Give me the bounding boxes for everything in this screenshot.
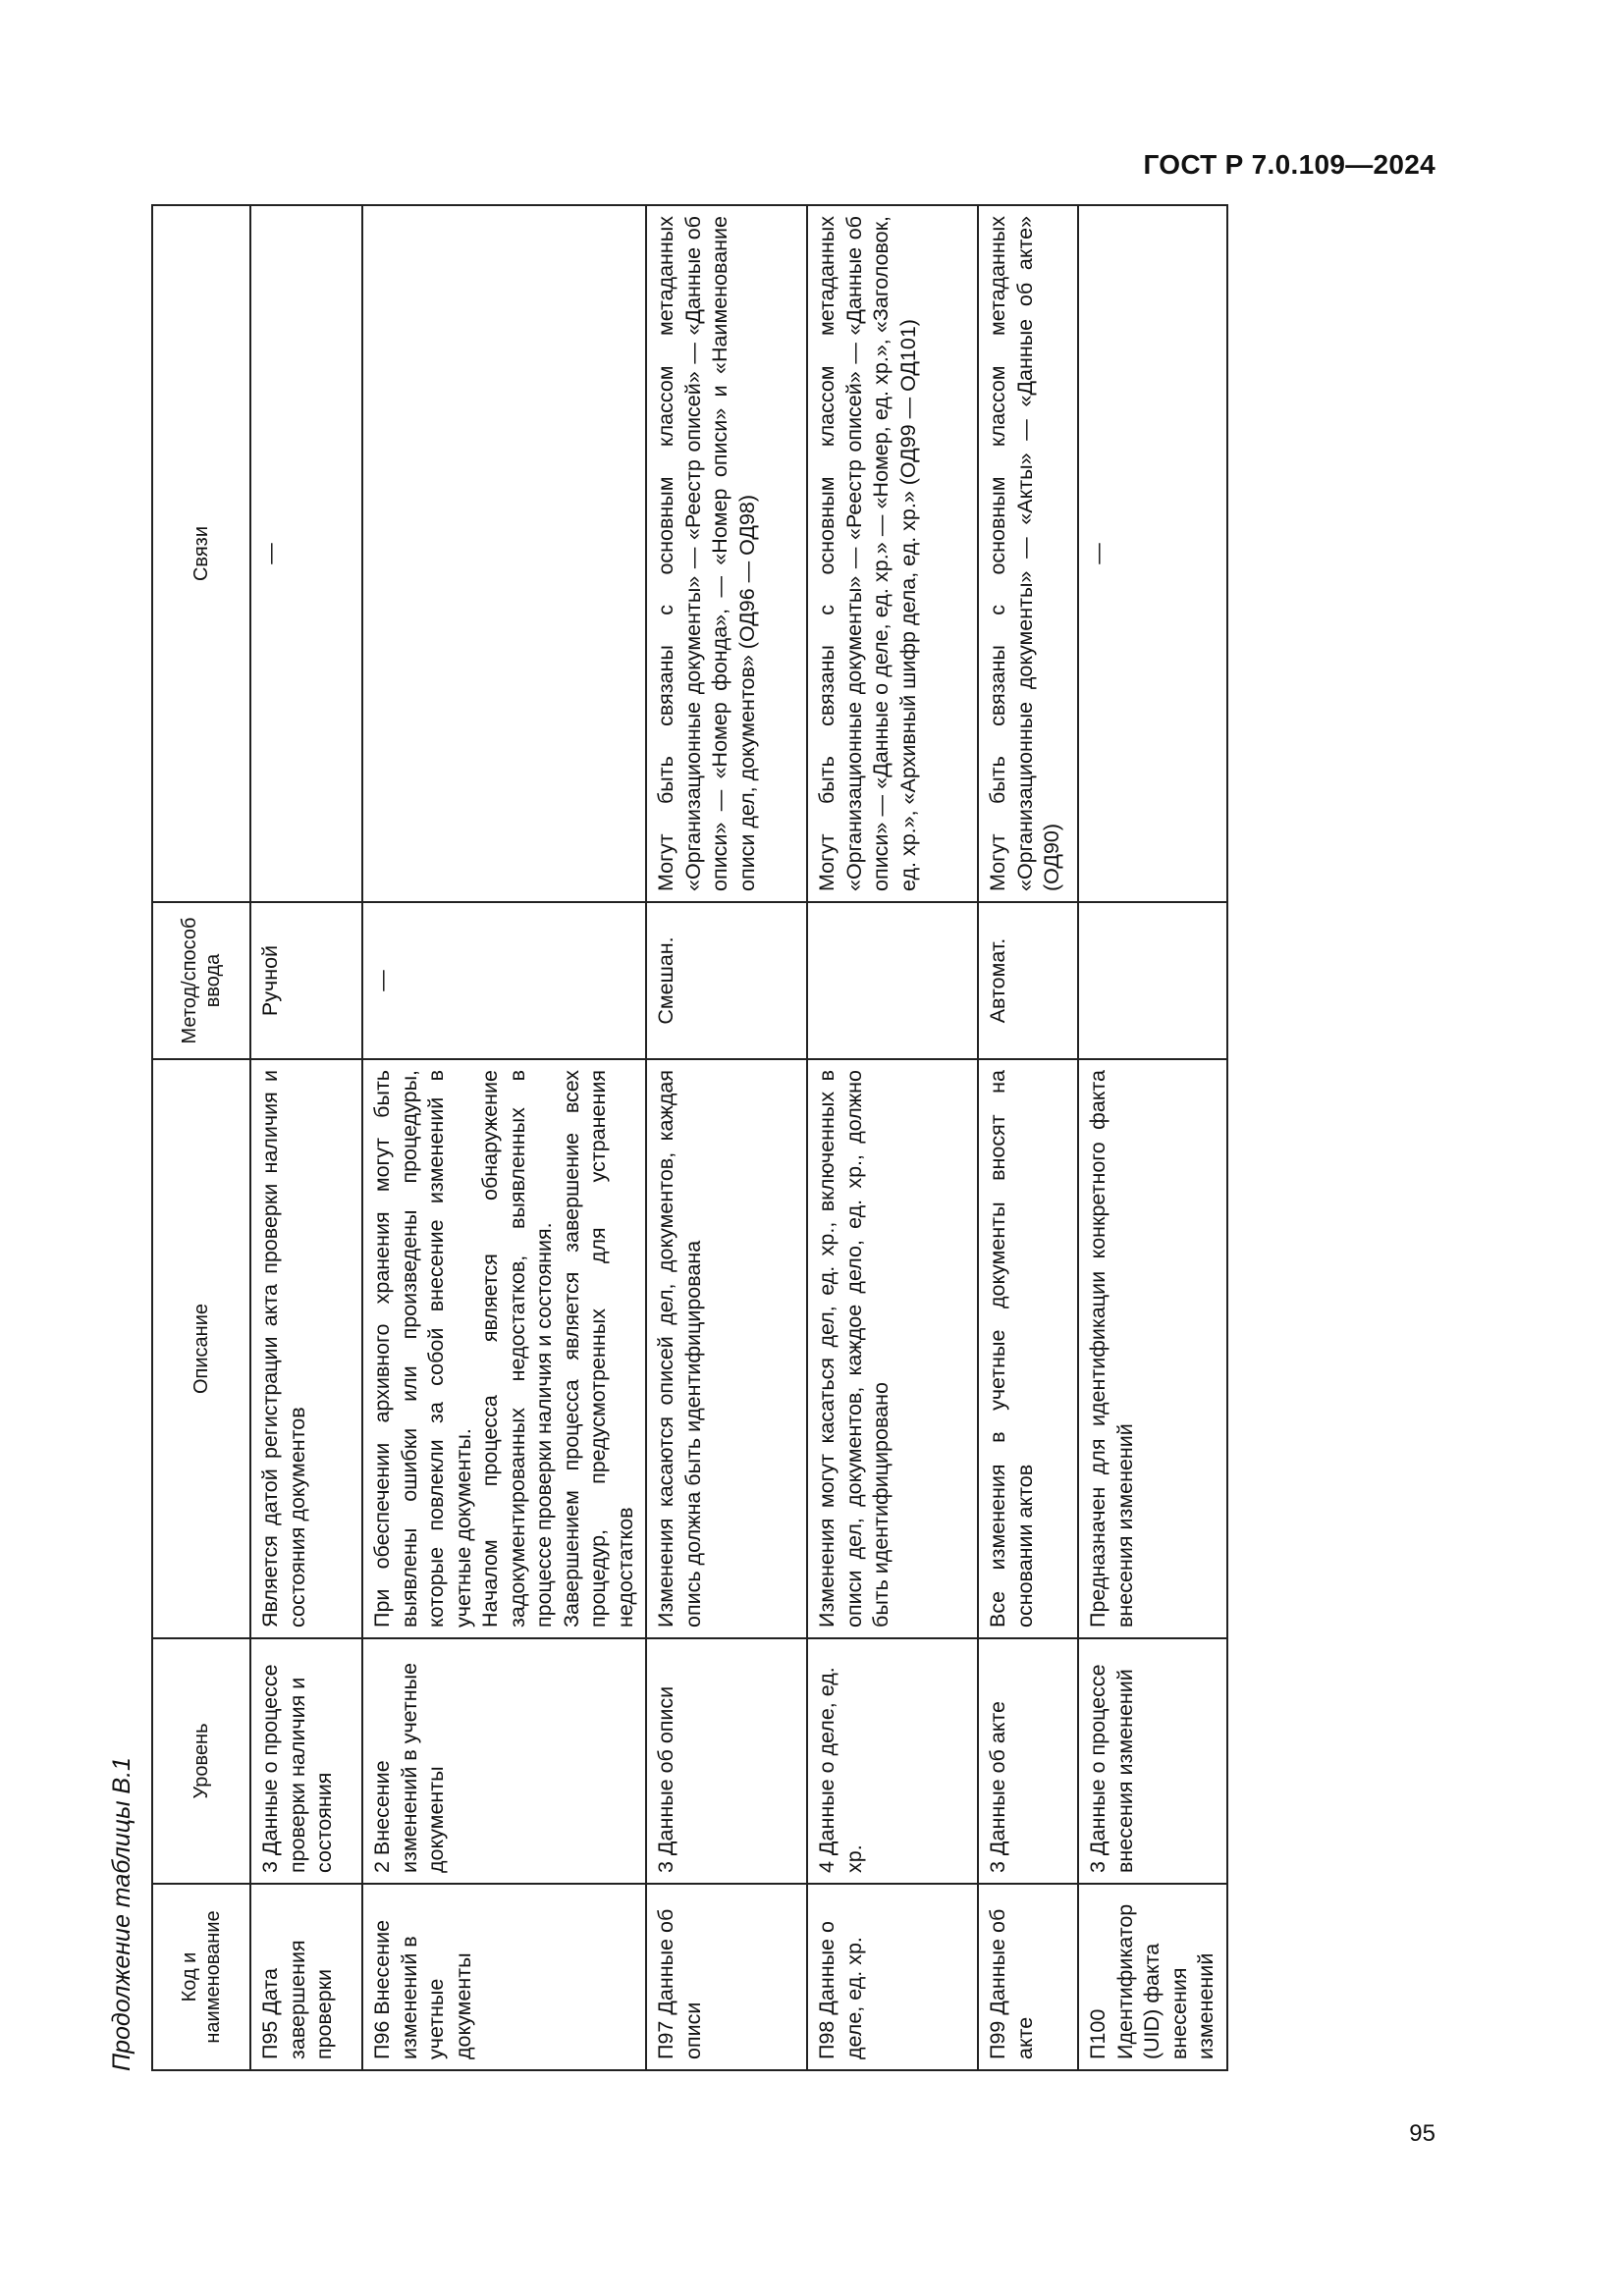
- cell-code: П95 Дата завершения проверки: [250, 1884, 362, 2070]
- description-paragraph: Все изменения в учетные документы вносят на основании актов: [986, 1070, 1037, 1628]
- cell-links: Могут быть связаны с основным классом метаданных «Организационные документы» — «Реестр описей» — «Данные об описи» — «Номер фонда», — «Номер описи» и «Наименование описи дел, документов» (ОД96 — ОД98): [646, 205, 807, 902]
- cell-description: [250, 1059, 362, 1638]
- cell-level: 4 Данные о деле, ед. хр.: [807, 1638, 978, 1884]
- header-description: Описание: [152, 1059, 250, 1638]
- cell-description: [807, 1059, 978, 1638]
- header-level: Уровень: [152, 1638, 250, 1884]
- cell-code: П97 Данные об описи: [646, 1884, 807, 2070]
- header-links: Связи: [152, 205, 250, 902]
- cell-method: [1078, 902, 1227, 1059]
- header-code: Код и наименование: [152, 1884, 250, 2070]
- cell-links: Могут быть связаны с основным классом метаданных «Организационные документы» — «Акты» — «Данные об акте» (ОД90): [978, 205, 1078, 902]
- cell-method: —: [362, 902, 646, 1059]
- description-paragraph: Началом процесса является обнаружение задокументированных недостатков, выявленных в процессе проверки наличия и состояния.: [478, 1070, 557, 1628]
- table-row: [1078, 205, 1227, 2070]
- cell-description: [362, 1059, 646, 1638]
- metadata-table: [151, 204, 1228, 2071]
- table-row: [978, 205, 1078, 2070]
- description-paragraph: Предназначен для идентификации конкретного факта внесения изменений: [1086, 1070, 1137, 1628]
- cell-method: [807, 902, 978, 1059]
- cell-method: Смешан.: [646, 902, 807, 1059]
- cell-code: П98 Данные о деле, ед. хр.: [807, 1884, 978, 2070]
- description-paragraph: Изменения касаются описей дел, документов, каждая опись должна быть идентифицирована: [654, 1070, 705, 1628]
- table-caption: Продолжение таблицы В.1: [108, 1757, 135, 2071]
- cell-links: Могут быть связаны с основным классом метаданных «Организационные документы» — «Реестр описей» — «Данные об описи» — «Данные о деле, ед. хр.» — «Номер, ед. хр.», «Заголовок, ед. хр.», «Архивный шифр дела, ед. хр.» (ОД99 — ОД101): [807, 205, 978, 902]
- page-number: 95: [1409, 2120, 1435, 2147]
- cell-code: П99 Данные об акте: [978, 1884, 1078, 2070]
- cell-links: —: [250, 205, 362, 902]
- cell-level: 3 Данные о процессе внесения изменений: [1078, 1638, 1227, 1884]
- standard-header: ГОСТ Р 7.0.109—2024: [1143, 149, 1435, 180]
- table-header-row: [152, 205, 250, 2070]
- description-paragraph: Является датой регистрации акта проверки наличия и состояния документов: [258, 1070, 309, 1628]
- table-row: [250, 205, 362, 2070]
- cell-description: [1078, 1059, 1227, 1638]
- description-paragraph: При обеспечении архивного хранения могут быть выявлены ошибки или произведены процедуры, которые повлекли за собой внесение изменений в учетные документы.: [370, 1070, 475, 1628]
- cell-method: Автомат.: [978, 902, 1078, 1059]
- description-paragraph: Завершением процесса является завершение всех процедур, предусмотренных для устранения недостатков: [559, 1070, 637, 1628]
- cell-links: [362, 205, 646, 902]
- table-row: [646, 205, 807, 2070]
- cell-level: 2 Внесение изменений в учетные документы: [362, 1638, 646, 1884]
- rotated-table-page: [108, 206, 1267, 2101]
- cell-description: [646, 1059, 807, 1638]
- cell-level: 3 Данные о процессе проверки наличия и состояния: [250, 1638, 362, 1884]
- table-row: [807, 205, 978, 2070]
- cell-level: 3 Данные об описи: [646, 1638, 807, 1884]
- cell-code: П100 Идентификатор (UID) факта внесения изменений: [1078, 1884, 1227, 2070]
- description-paragraph: Изменения могут касаться дел, ед. хр., включенных в описи дел, документов, каждое дело, ед. хр., должно быть идентифицировано: [815, 1070, 893, 1628]
- table-row: [362, 205, 646, 2070]
- header-method: Метод/способ ввода: [152, 902, 250, 1059]
- cell-links: —: [1078, 205, 1227, 902]
- cell-code: П96 Внесение изменений в учетные документы: [362, 1884, 646, 2070]
- cell-method: Ручной: [250, 902, 362, 1059]
- cell-description: [978, 1059, 1078, 1638]
- cell-level: 3 Данные об акте: [978, 1638, 1078, 1884]
